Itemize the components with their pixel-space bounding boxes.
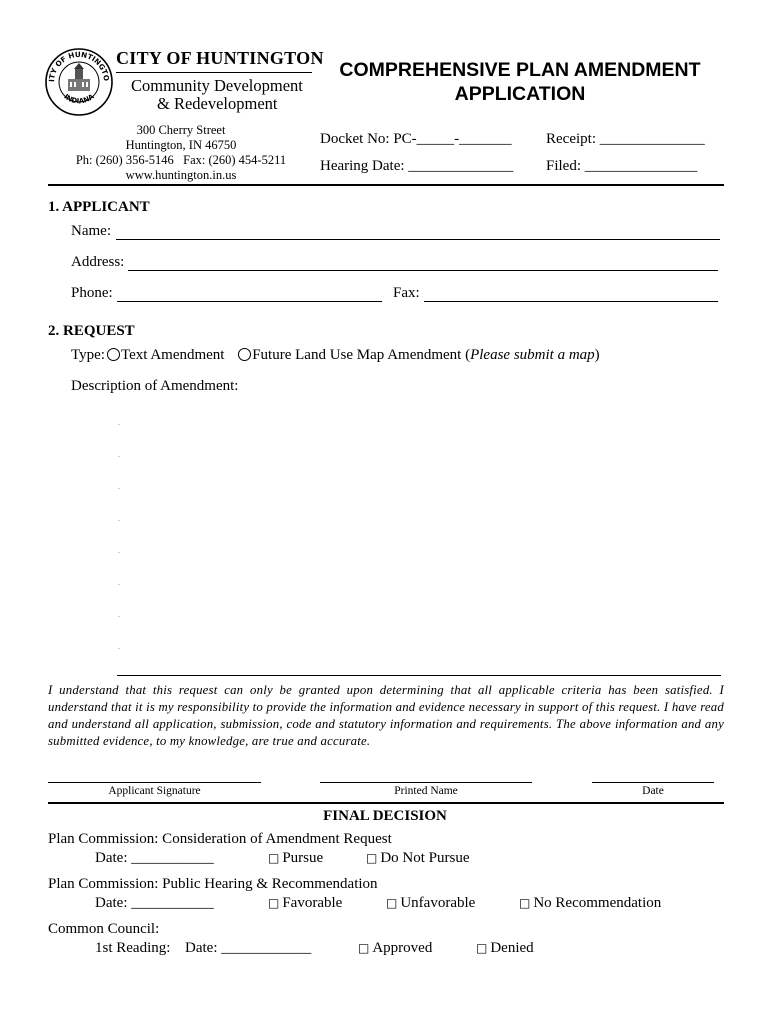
filed-field[interactable]: Filed: _______________ [546,158,698,174]
pc-consideration-label: Plan Commission: Consideration of Amendment Request [48,831,392,847]
pc-hearing-date[interactable]: Date: ___________ [95,895,214,911]
approved-checkbox-icon[interactable]: □ [358,941,370,955]
department-line-1: Community Development [131,76,303,95]
phone-input-line[interactable] [117,301,382,302]
text-amendment-label: Text Amendment [120,347,225,363]
header-divider [48,184,724,186]
city-name-rule [116,72,312,73]
denied-option[interactable] [476,940,534,957]
city-name: CITY OF HUNTINGTON [116,48,324,68]
favorable-label: Favorable [282,895,343,911]
favorable-checkbox-icon[interactable]: □ [268,896,280,910]
fax-input-line[interactable] [424,301,718,302]
no-recommendation-option[interactable] [519,895,661,912]
address-input-line[interactable] [128,270,718,271]
name-label: Name: [71,223,111,239]
pursue-label: Pursue [282,850,324,866]
address-street: 300 Cherry Street [136,123,226,137]
pc-consideration-date[interactable]: Date: ___________ [95,850,214,866]
map-amendment-radio[interactable] [238,348,251,361]
pc-hearing-label: Plan Commission: Public Hearing & Recommendation [48,876,378,892]
svg-text:INDIANA: INDIANA [62,92,96,106]
do-not-pursue-option[interactable] [366,850,470,867]
hearing-date-field[interactable]: Hearing Date: ______________ [320,158,514,174]
request-type-row [71,347,600,364]
signature-date-label: Date [642,785,664,797]
name-input-line[interactable] [116,239,720,240]
receipt-field[interactable]: Receipt: ______________ [546,131,705,147]
department-line-2: & Redevelopment [157,94,278,113]
printed-name-label: Printed Name [394,785,458,797]
unfavorable-option[interactable] [386,895,475,912]
approved-option[interactable] [358,940,432,957]
text-amendment-radio[interactable] [107,348,120,361]
phone-label: Phone: [71,285,113,301]
description-bottom-line[interactable] [117,675,721,676]
map-amendment-close: ) [594,347,600,363]
type-label: Type: [71,347,105,363]
printed-name-line[interactable] [320,782,532,783]
denied-checkbox-icon[interactable]: □ [476,941,488,955]
map-amendment-note: Please submit a map [470,347,595,363]
do-not-pursue-checkbox-icon[interactable]: □ [366,851,378,865]
no-recommendation-label: No Recommendation [533,895,662,911]
applicant-signature-line[interactable] [48,782,261,783]
certification-statement: I understand that this request can only be granted upon determining that all applicable criteria has been satisfied. I understand that it is my responsibility to provide the information and evidence necessary in support of this request. I have read and understand all application, submission, code and statutory information and requirements. The above information and any submitted evidence, to my knowledge, are true and accurate. [48,683,724,748]
fax-label: Fax: [393,285,420,301]
favorable-option[interactable] [268,895,342,912]
first-reading-label: 1st Reading: [95,940,171,956]
denied-label: Denied [490,940,534,956]
address-phone-fax: Ph: (260) 356-5146 Fax: (260) 454-5211 [75,153,287,167]
signature-date-line[interactable] [592,782,714,783]
applicant-signature-label: Applicant Signature [108,785,201,797]
pursue-checkbox-icon[interactable]: □ [268,851,280,865]
docket-number-field[interactable]: Docket No: PC-_____-_______ [320,131,512,147]
pursue-option[interactable] [268,850,323,867]
common-council-label: Common Council: [48,921,160,937]
map-amendment-label: Future Land Use Map Amendment ( [252,347,471,363]
address-city: Huntington, IN 46750 [125,138,237,152]
request-section-heading: 2. REQUEST [48,323,135,339]
city-seal-logo [44,47,114,117]
address-label: Address: [71,254,125,270]
unfavorable-checkbox-icon[interactable]: □ [386,896,398,910]
unfavorable-label: Unfavorable [400,895,476,911]
final-decision-heading: FINAL DECISION [323,808,447,824]
description-label: Description of Amendment: [71,378,239,394]
form-title: COMPREHENSIVE PLAN AMENDMENT APPLICATION [339,59,701,105]
svg-text:CITY OF HUNTINGTON: ITY OF HUNTINGTO [46,49,112,83]
no-recommendation-checkbox-icon[interactable]: □ [519,896,531,910]
address-website[interactable]: www.huntington.in.us [125,168,237,182]
do-not-pursue-label: Do Not Pursue [380,850,470,866]
final-decision-divider [48,802,724,804]
approved-label: Approved [372,940,433,956]
first-reading-date[interactable]: Date: ____________ [185,940,312,956]
applicant-section-heading: 1. APPLICANT [48,199,150,215]
